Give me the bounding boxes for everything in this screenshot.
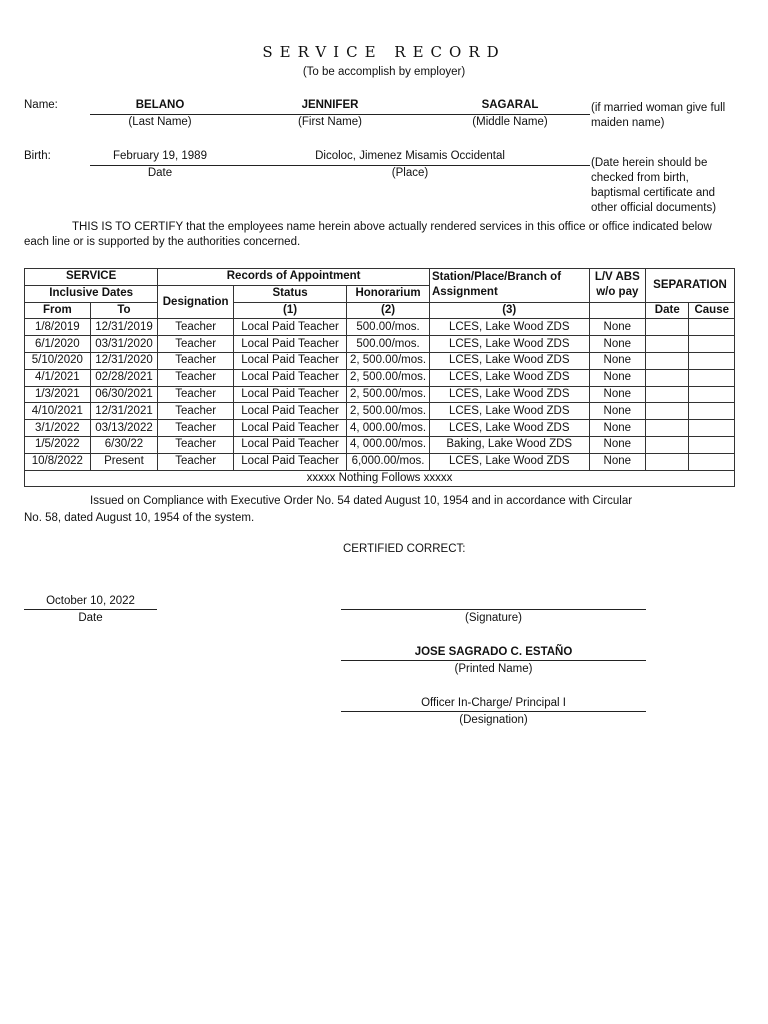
- table-row: [25, 453, 735, 470]
- printed-name-line: [341, 660, 646, 661]
- cell-honorarium: 2, 500.00/mos.: [347, 386, 430, 403]
- birth-date-note: (Date herein should be checked from birth, baptismal certificate and other official documents): [591, 157, 717, 214]
- cell-honorarium: 4, 000.00/mos.: [347, 420, 430, 437]
- cell-separation-cause: [689, 352, 735, 369]
- nothing-follows-row: [25, 470, 735, 487]
- signature-line: [341, 609, 646, 610]
- cell-designation: Teacher: [158, 319, 234, 336]
- cell-to: 06/30/2021: [90, 386, 158, 403]
- header-honorarium-num: (2): [347, 302, 430, 319]
- cell-to: 12/31/2020: [90, 352, 158, 369]
- first-name-value: JENNIFER: [301, 99, 359, 111]
- cell-status: Local Paid Teacher: [234, 420, 347, 437]
- table-row: [25, 386, 735, 403]
- birth-underline: [90, 165, 590, 166]
- cell-lv-abs: None: [589, 352, 646, 369]
- cell-designation: Teacher: [158, 336, 234, 353]
- cell-separation-date: [646, 436, 689, 453]
- table-row: [25, 420, 735, 437]
- cell-honorarium: 2, 500.00/mos.: [347, 352, 430, 369]
- header-status-num: (1): [234, 302, 347, 319]
- cell-to: 12/31/2021: [90, 403, 158, 420]
- cell-separation-date: [646, 453, 689, 470]
- signature-caption: (Signature): [465, 612, 522, 624]
- header-separation-cause: Cause: [689, 302, 735, 319]
- cell-designation: Teacher: [158, 403, 234, 420]
- header-records-of-appointment: Records of Appointment: [158, 269, 430, 286]
- header-designation: Designation: [158, 285, 234, 319]
- birth-place-value: Dicoloc, Jimenez Misamis Occidental: [315, 150, 505, 162]
- header-inclusive-dates: Inclusive Dates: [25, 285, 158, 302]
- cell-separation-cause: [689, 403, 735, 420]
- cell-from: 4/10/2021: [25, 403, 91, 420]
- cell-to: 02/28/2021: [90, 369, 158, 386]
- table-row: [25, 352, 735, 369]
- cell-status: Local Paid Teacher: [234, 453, 347, 470]
- cell-station: LCES, Lake Wood ZDS: [429, 319, 589, 336]
- cell-to: Present: [90, 453, 158, 470]
- cell-station: LCES, Lake Wood ZDS: [429, 386, 589, 403]
- cell-separation-cause: [689, 436, 735, 453]
- cell-station: LCES, Lake Wood ZDS: [429, 336, 589, 353]
- cell-separation-date: [646, 420, 689, 437]
- cell-honorarium: 2, 500.00/mos.: [347, 403, 430, 420]
- cell-station: LCES, Lake Wood ZDS: [429, 403, 589, 420]
- certified-correct-label: CERTIFIED CORRECT:: [343, 543, 466, 555]
- cell-from: 10/8/2022: [25, 453, 91, 470]
- first-name-caption: (First Name): [298, 116, 362, 128]
- header-station: Station/Place/Branch of Assignment: [429, 269, 589, 303]
- cell-separation-cause: [689, 319, 735, 336]
- header-separation: SEPARATION: [646, 269, 735, 303]
- cell-status: Local Paid Teacher: [234, 369, 347, 386]
- header-lv-blank: [589, 302, 646, 319]
- table-row: [25, 319, 735, 336]
- cell-from: 6/1/2020: [25, 336, 91, 353]
- middle-name-value: SAGARAL: [481, 99, 539, 111]
- certify-paragraph: THIS IS TO CERTIFY that the employees name herein above actually rendered services in this office or office indicated below each line or is supported by the authorities concerned.: [24, 221, 712, 248]
- name-underline: [90, 114, 590, 115]
- cell-lv-abs: None: [589, 453, 646, 470]
- cell-lv-abs: None: [589, 436, 646, 453]
- cell-status: Local Paid Teacher: [234, 403, 347, 420]
- cell-lv-abs: None: [589, 420, 646, 437]
- header-to: To: [90, 302, 158, 319]
- cell-from: 5/10/2020: [25, 352, 91, 369]
- cell-separation-date: [646, 369, 689, 386]
- cell-honorarium: 2, 500.00/mos.: [347, 369, 430, 386]
- cell-to: 03/31/2020: [90, 336, 158, 353]
- cell-designation: Teacher: [158, 453, 234, 470]
- cell-separation-cause: [689, 386, 735, 403]
- cell-from: 1/8/2019: [25, 319, 91, 336]
- cell-station: LCES, Lake Wood ZDS: [429, 420, 589, 437]
- cell-station: LCES, Lake Wood ZDS: [429, 369, 589, 386]
- cell-from: 3/1/2022: [25, 420, 91, 437]
- cell-from: 4/1/2021: [25, 369, 91, 386]
- cell-separation-date: [646, 352, 689, 369]
- cell-designation: Teacher: [158, 420, 234, 437]
- cell-status: Local Paid Teacher: [234, 319, 347, 336]
- last-name-value: BELANO: [135, 99, 185, 111]
- cell-status: Local Paid Teacher: [234, 336, 347, 353]
- cell-from: 1/5/2022: [25, 436, 91, 453]
- cell-to: 03/13/2022: [90, 420, 158, 437]
- cell-status: Local Paid Teacher: [234, 436, 347, 453]
- header-station-num: (3): [429, 302, 589, 319]
- table-header-row-1: [25, 269, 735, 286]
- cell-separation-date: [646, 403, 689, 420]
- issued-paragraph: Issued on Compliance with Executive Order No. 54 dated August 10, 1954 and in accordance with Circular No. 58, dated August 10, 1954 of the system.: [24, 495, 633, 524]
- designation-line: [341, 711, 646, 712]
- birth-place-caption: (Place): [391, 167, 429, 179]
- cell-honorarium: 500.00/mos.: [347, 319, 430, 336]
- name-label: Name:: [24, 99, 58, 111]
- maiden-name-note: (if married woman give full maiden name): [591, 102, 726, 129]
- cell-separation-date: [646, 319, 689, 336]
- cell-honorarium: 4, 000.00/mos.: [347, 436, 430, 453]
- cell-designation: Teacher: [158, 436, 234, 453]
- cell-separation-cause: [689, 453, 735, 470]
- cell-to: 12/31/2019: [90, 319, 158, 336]
- table-header-row-3: [25, 302, 735, 319]
- birth-label: Birth:: [24, 150, 51, 162]
- designation-caption: (Designation): [459, 714, 528, 726]
- table-row: [25, 369, 735, 386]
- header-separation-date: Date: [646, 302, 689, 319]
- birth-date-value: February 19, 1989: [113, 150, 207, 162]
- cell-separation-cause: [689, 420, 735, 437]
- cell-status: Local Paid Teacher: [234, 352, 347, 369]
- cell-lv-abs: None: [589, 386, 646, 403]
- cell-honorarium: 500.00/mos.: [347, 336, 430, 353]
- cell-station: LCES, Lake Wood ZDS: [429, 453, 589, 470]
- table-row: [25, 436, 735, 453]
- issue-date-underline: [24, 609, 157, 610]
- cell-honorarium: 6,000.00/mos.: [347, 453, 430, 470]
- cell-lv-abs: None: [589, 403, 646, 420]
- cell-lv-abs: None: [589, 369, 646, 386]
- cell-from: 1/3/2021: [25, 386, 91, 403]
- header-status: Status: [234, 285, 347, 302]
- middle-name-caption: (Middle Name): [472, 116, 548, 128]
- table-row: [25, 336, 735, 353]
- last-name-caption: (Last Name): [128, 116, 192, 128]
- header-from: From: [25, 302, 91, 319]
- header-honorarium: Honorarium: [347, 285, 430, 302]
- issue-date-value: October 10, 2022: [46, 595, 135, 607]
- header-service: SERVICE: [25, 269, 158, 286]
- issue-date-caption: Date: [78, 612, 103, 624]
- cell-designation: Teacher: [158, 352, 234, 369]
- printed-name-caption: (Printed Name): [454, 663, 533, 675]
- cell-separation-date: [646, 386, 689, 403]
- document-subtitle: (To be accomplish by employer): [302, 66, 466, 78]
- cell-status: Local Paid Teacher: [234, 386, 347, 403]
- cell-separation-cause: [689, 336, 735, 353]
- cell-station: LCES, Lake Wood ZDS: [429, 352, 589, 369]
- service-record-table: [24, 268, 735, 487]
- designation-value: Officer In-Charge/ Principal I: [421, 697, 566, 709]
- table-row: [25, 403, 735, 420]
- cell-station: Baking, Lake Wood ZDS: [429, 436, 589, 453]
- cell-separation-date: [646, 336, 689, 353]
- birth-date-caption: Date: [147, 167, 173, 179]
- cell-designation: Teacher: [158, 369, 234, 386]
- cell-lv-abs: None: [589, 319, 646, 336]
- cell-separation-cause: [689, 369, 735, 386]
- cell-to: 6/30/22: [90, 436, 158, 453]
- cell-designation: Teacher: [158, 386, 234, 403]
- cell-lv-abs: None: [589, 336, 646, 353]
- printed-name-value: JOSE SAGRADO C. ESTAÑO: [414, 646, 573, 658]
- nothing-follows: xxxxx Nothing Follows xxxxx: [25, 470, 735, 487]
- document-title: SERVICE RECORD: [262, 43, 506, 61]
- header-lv-abs: L/V ABS w/o pay: [589, 269, 646, 303]
